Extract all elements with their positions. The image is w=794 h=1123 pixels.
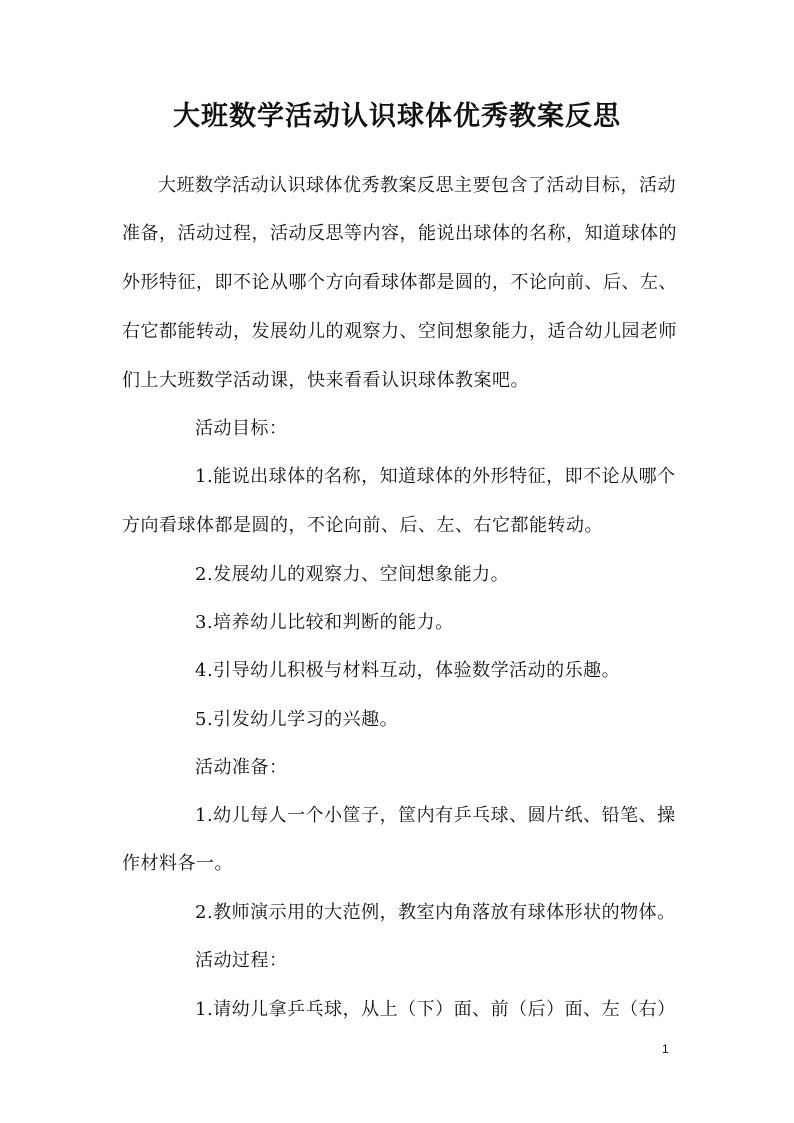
list-item-continuation: 作材料各一。 (122, 853, 233, 874)
document-title: 大班数学活动认识球体优秀教案反思 (173, 101, 621, 132)
paragraph-line: 外形特征，即不论从哪个方向看球体都是圆的，不论向前、后、左、 (122, 272, 677, 293)
list-item: 3.培养幼儿比较和判断的能力。 (195, 612, 454, 633)
section-heading-preparation: 活动准备： (195, 757, 288, 778)
list-item: 1.能说出球体的名称，知道球体的外形特征，即不论从哪个 (195, 466, 676, 487)
list-item: 2.教师演示用的大范例，教室内角落放有球体形状的物体。 (195, 902, 676, 923)
list-item-continuation: 方向看球体都是圆的，不论向前、后、左、右它都能转动。 (122, 515, 603, 536)
section-heading-objectives: 活动目标： (195, 418, 288, 439)
paragraph-line: 们上大班数学活动课，快来看看认识球体教案吧。 (122, 370, 529, 391)
page-number: 1 (662, 1042, 669, 1056)
list-item: 1.请幼儿拿乒乓球，从上（下）面、前（后）面、左（右） (195, 999, 676, 1020)
paragraph-line: 大班数学活动认识球体优秀教案反思主要包含了活动目标，活动 (158, 175, 676, 196)
list-item: 4.引导幼儿积极与材料互动，体验数学活动的乐趣。 (195, 660, 621, 681)
list-item: 2.发展幼儿的观察力、空间想象能力。 (195, 564, 510, 585)
paragraph-line: 右它都能转动，发展幼儿的观察力、空间想象能力，适合幼儿园老师 (122, 321, 677, 342)
section-heading-process: 活动过程： (195, 950, 288, 971)
paragraph-line: 准备，活动过程，活动反思等内容，能说出球体的名称，知道球体的 (122, 223, 677, 244)
list-item: 5.引发幼儿学习的兴趣。 (195, 709, 399, 730)
list-item: 1.幼儿每人一个小筐子，筐内有乒乓球、圆片纸、铅笔、操 (195, 805, 676, 826)
